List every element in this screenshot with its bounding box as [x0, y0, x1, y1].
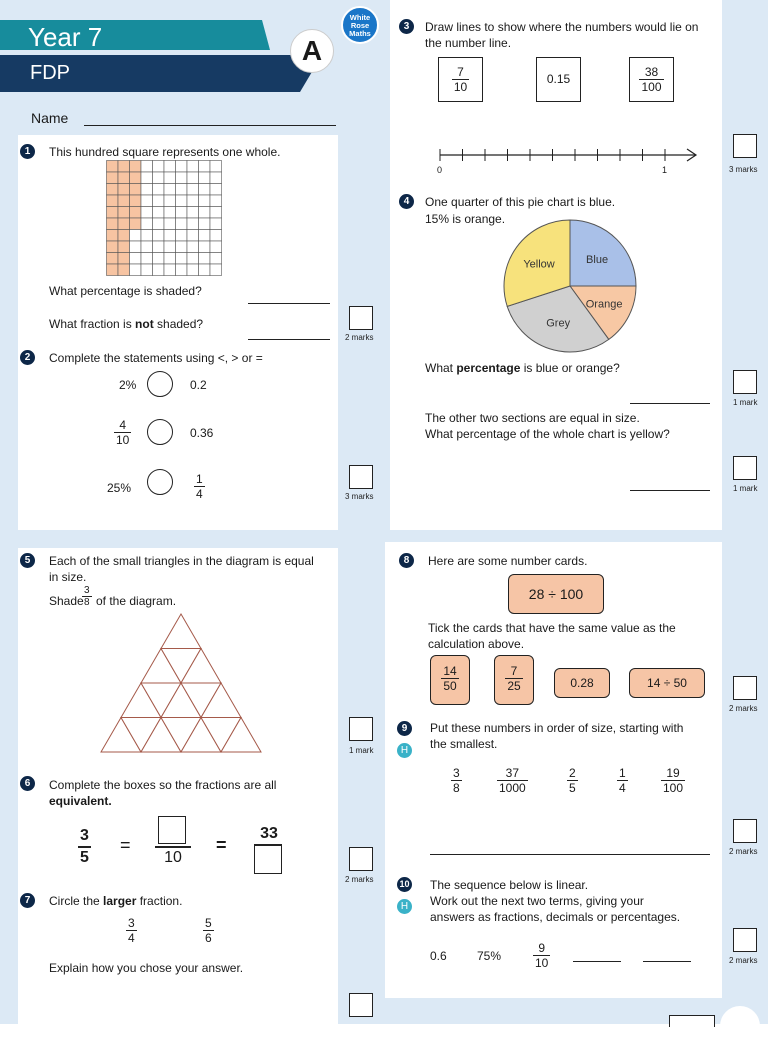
question-number-7: 7 — [20, 893, 35, 908]
number-line-start-label: 0 — [437, 165, 443, 175]
q5-frac-den: 8 — [84, 597, 90, 608]
number-line-end-label: 1 — [662, 165, 668, 175]
right-mid-gap-band — [385, 530, 725, 542]
version-badge — [290, 29, 334, 73]
q2-row2-left-fraction — [114, 418, 131, 447]
q2-row1-right: 0.2 — [190, 378, 207, 392]
q6-fraction-1 — [78, 826, 91, 868]
hundred-square-cell[interactable] — [164, 230, 176, 242]
hundred-square-cell[interactable] — [107, 253, 119, 265]
hundred-square-cell[interactable] — [187, 195, 199, 207]
pie-label-blue: Blue — [586, 253, 609, 266]
hundred-square-cell[interactable] — [141, 241, 153, 253]
q4-answer1-line[interactable] — [630, 403, 710, 404]
hundred-square-cell[interactable] — [107, 172, 119, 184]
q9-n4-num: 1 — [619, 766, 626, 780]
hundred-square-cell[interactable] — [187, 172, 199, 184]
q9-number-5 — [661, 766, 685, 795]
hundred-square-cell[interactable] — [210, 172, 222, 184]
q9-n2-num: 37 — [505, 766, 520, 780]
q5-shade-post: of the diagram. — [96, 594, 177, 608]
q5-mark-box[interactable] — [349, 717, 373, 741]
hundred-square-cell[interactable] — [176, 195, 188, 207]
hundred-square-cell[interactable] — [153, 253, 165, 265]
question-number-6: 6 — [20, 776, 35, 791]
q3-card3-den: 100 — [641, 80, 662, 94]
q8-card3-value: 0.28 — [570, 676, 594, 690]
q6-f2-numerator-box[interactable] — [158, 816, 186, 844]
hundred-square-cell[interactable] — [118, 253, 130, 265]
hundred-square-cell[interactable] — [153, 172, 165, 184]
q3-card-3[interactable] — [629, 57, 674, 102]
q9-line1: Put these numbers in order of size, starting with — [430, 721, 684, 735]
q1-sub2-bold: not — [135, 317, 154, 331]
hundred-square-cell[interactable] — [118, 172, 130, 184]
hundred-square-cell[interactable] — [199, 195, 211, 207]
hundred-square-cell[interactable] — [176, 172, 188, 184]
q8-card2-den: 25 — [507, 679, 521, 693]
hundred-square-cell[interactable] — [130, 207, 142, 219]
q8-marks-label: 2 marks — [729, 704, 758, 713]
q6-f1-num: 3 — [80, 827, 89, 844]
hundred-square-cell[interactable] — [187, 161, 199, 173]
hundred-square-cell[interactable] — [141, 218, 153, 230]
hundred-square-cell[interactable] — [199, 230, 211, 242]
q9-mark-box[interactable] — [733, 819, 757, 843]
hundred-square-cell[interactable] — [130, 241, 142, 253]
name-input-line[interactable] — [84, 125, 336, 126]
q4-mark-label-2: 1 mark — [733, 484, 758, 493]
q10-line2: Work out the next two terms, giving your — [430, 894, 644, 908]
q9-number-3 — [567, 766, 578, 795]
q7-fraction-2[interactable] — [203, 916, 214, 945]
hundred-square-cell[interactable] — [164, 241, 176, 253]
q8-main-card-value: 28 ÷ 100 — [528, 586, 584, 602]
q9-n3-num: 2 — [569, 766, 576, 780]
q2-row2-answer-circle[interactable] — [147, 419, 173, 445]
hundred-square-cell[interactable] — [210, 241, 222, 253]
hundred-square-cell[interactable] — [164, 161, 176, 173]
hundred-square-cell[interactable] — [118, 218, 130, 230]
q10-answer-line-1[interactable] — [573, 961, 621, 962]
q9-n5-num: 19 — [666, 766, 680, 780]
q6-equals-1: = — [120, 835, 131, 855]
hundred-square-cell[interactable] — [141, 161, 153, 173]
pie-chart — [500, 215, 640, 357]
q4-mark-box-2[interactable] — [733, 456, 757, 480]
q2-row1-left: 2% — [119, 378, 137, 392]
middle-gap-band — [0, 530, 390, 548]
hundred-square-cell[interactable] — [141, 172, 153, 184]
number-line[interactable] — [430, 140, 700, 170]
hundred-square-cell[interactable] — [164, 218, 176, 230]
q8-tick-line2: calculation above. — [428, 637, 525, 651]
question-number-5: 5 — [20, 553, 35, 568]
hundred-square-cell[interactable] — [176, 253, 188, 265]
q6-mark-box[interactable] — [349, 847, 373, 871]
q2-row3-right-fraction — [194, 472, 205, 501]
small-triangle-up[interactable] — [161, 614, 201, 649]
q10-term-1: 0.6 — [430, 949, 447, 963]
logo-line-2: Rose — [350, 21, 370, 30]
higher-tier-badge-q9: H — [397, 743, 412, 758]
hundred-square-cell[interactable] — [130, 230, 142, 242]
q9-n2-den: 1000 — [499, 781, 526, 795]
q9-answer-line[interactable] — [430, 854, 710, 855]
q8-card-1[interactable] — [430, 655, 470, 705]
hundred-square-cell[interactable] — [118, 195, 130, 207]
hundred-square-cell[interactable] — [118, 264, 130, 276]
q4-mark-box-1[interactable] — [733, 370, 757, 394]
logo-line-3: Maths — [349, 29, 371, 38]
hundred-square-cell[interactable] — [210, 253, 222, 265]
q9-n4-den: 4 — [619, 781, 626, 795]
q1-mark-box[interactable] — [349, 306, 373, 330]
q1-sub1: What percentage is shaded? — [49, 284, 202, 298]
q3-card1-den: 10 — [453, 80, 468, 94]
year-title: Year 7 — [28, 22, 103, 52]
q10-marks-label: 2 marks — [729, 956, 758, 965]
hundred-square-cell[interactable] — [130, 253, 142, 265]
hundred-square-cell[interactable] — [164, 207, 176, 219]
q1-text: This hundred square represents one whole. — [49, 145, 281, 159]
q10-t3-num: 9 — [538, 941, 546, 955]
hundred-square-cell[interactable] — [141, 184, 153, 196]
q4-question2-line2: What percentage of the whole chart is yellow? — [425, 427, 670, 441]
q10-line1: The sequence below is linear. — [430, 878, 589, 892]
next-page-box — [669, 1015, 715, 1027]
hundred-square-cell[interactable] — [164, 253, 176, 265]
q3-mark-box[interactable] — [733, 134, 757, 158]
q10-mark-box[interactable] — [733, 928, 757, 952]
q5-frac-num: 3 — [84, 585, 90, 596]
logo-line-1: White — [349, 13, 371, 22]
q9-number-2 — [497, 766, 528, 795]
hundred-square-cell[interactable] — [199, 264, 211, 276]
q4-answer2-line[interactable] — [630, 490, 710, 491]
q9-n1-den: 8 — [453, 781, 460, 795]
hundred-square-cell[interactable] — [141, 230, 153, 242]
q8-text: Here are some number cards. — [428, 554, 588, 568]
q9-number-1 — [451, 766, 462, 795]
q1-answer1-line[interactable] — [248, 303, 330, 304]
q6-equals-2: = — [216, 835, 227, 855]
q6-fraction-2 — [155, 816, 191, 868]
hundred-square-cell[interactable] — [153, 207, 165, 219]
q10-line3: answers as fractions, decimals or percentages. — [430, 910, 681, 924]
q8-card4-value: 14 ÷ 50 — [647, 676, 687, 690]
hundred-square-cell[interactable] — [199, 207, 211, 219]
q4-q1-bold: percentage — [456, 361, 521, 375]
hundred-square-cell[interactable] — [107, 161, 119, 173]
hundred-square-cell[interactable] — [118, 207, 130, 219]
hundred-square-cell[interactable] — [187, 241, 199, 253]
q8-main-card — [508, 574, 604, 614]
hundred-square-cell[interactable] — [199, 161, 211, 173]
q9-line2: the smallest. — [430, 737, 498, 751]
q1-sub2-pre: What fraction is — [49, 317, 136, 331]
q8-card-3[interactable] — [554, 668, 610, 698]
hundred-square-cell[interactable] — [107, 184, 119, 196]
q2-row3-right-num: 1 — [196, 472, 203, 486]
pie-label-yellow: Yellow — [523, 258, 555, 271]
hundred-square-cell[interactable] — [153, 241, 165, 253]
hundred-square-cell[interactable] — [176, 184, 188, 196]
hundred-square-cell[interactable] — [118, 184, 130, 196]
question-number-1: 1 — [20, 144, 35, 159]
q3-marks-label: 3 marks — [729, 165, 758, 174]
hundred-square-cell[interactable] — [199, 172, 211, 184]
hundred-square-cell[interactable] — [130, 172, 142, 184]
hundred-square-cell[interactable] — [199, 253, 211, 265]
hundred-square-cell[interactable] — [118, 230, 130, 242]
hundred-square-cell[interactable] — [153, 218, 165, 230]
q7-f1-num: 3 — [128, 916, 135, 930]
q2-row2-right: 0.36 — [190, 426, 214, 440]
hundred-square-cell[interactable] — [118, 161, 130, 173]
version-letter: A — [301, 35, 323, 66]
hundred-square-cell[interactable] — [153, 161, 165, 173]
q8-card2-num: 7 — [510, 664, 518, 678]
q4-q1-pre: What — [425, 361, 457, 375]
hundred-square-cell[interactable] — [176, 207, 188, 219]
q9-n1-num: 3 — [453, 766, 460, 780]
hundred-square-cell[interactable] — [199, 218, 211, 230]
hundred-square-cell[interactable] — [176, 241, 188, 253]
hundred-square-cell[interactable] — [210, 230, 222, 242]
hundred-square-cell[interactable] — [141, 264, 153, 276]
hundred-square-cell[interactable] — [199, 241, 211, 253]
q7-text — [49, 893, 182, 909]
hundred-square-cell[interactable] — [141, 207, 153, 219]
hundred-square-cell[interactable] — [153, 264, 165, 276]
hundred-square-cell[interactable] — [130, 161, 142, 173]
q7-text-post: fraction. — [136, 894, 183, 908]
q8-tick-line1: Tick the cards that have the same value as the — [428, 621, 676, 635]
q2-row2-left-den: 10 — [116, 433, 130, 447]
hundred-square-cell[interactable] — [187, 218, 199, 230]
q5-marks-label: 1 mark — [349, 746, 374, 755]
hundred-square-cell[interactable] — [164, 264, 176, 276]
hundred-square-cell[interactable] — [107, 207, 119, 219]
q5-fraction — [82, 585, 92, 608]
hundred-square-cell[interactable] — [107, 241, 119, 253]
q10-term-3 — [533, 941, 550, 970]
q6-marks-label: 2 marks — [345, 875, 374, 884]
q8-card-4[interactable] — [629, 668, 705, 698]
hundred-square-cell[interactable] — [210, 207, 222, 219]
q3-text: Draw lines to show where the numbers would lie on the number line. — [425, 20, 699, 50]
q3-card-2[interactable] — [536, 57, 581, 102]
q8-card1-den: 50 — [443, 679, 457, 693]
hundred-square-cell[interactable] — [176, 218, 188, 230]
q7-fraction-1[interactable] — [126, 916, 137, 945]
q3-card2-value: 0.15 — [546, 72, 571, 86]
q1-marks-label: 2 marks — [345, 333, 374, 342]
q7-f2-den: 6 — [205, 931, 212, 945]
next-version-badge — [720, 1006, 760, 1046]
hundred-square-cell[interactable] — [199, 184, 211, 196]
left-margin-band — [0, 0, 18, 1024]
q2-row2-left-num: 4 — [119, 418, 127, 432]
question-number-2: 2 — [20, 350, 35, 365]
q1-sub2 — [49, 316, 203, 332]
q10-t3-den: 10 — [535, 956, 549, 970]
q6-f3-num: 33 — [260, 825, 278, 842]
q2-text: Complete the statements using <, > or = — [49, 351, 263, 365]
q4-text1: One quarter of this pie chart is blue. — [425, 195, 616, 209]
q1-answer2-line[interactable] — [248, 339, 330, 340]
hundred-square-cell[interactable] — [176, 264, 188, 276]
hundred-square-cell[interactable] — [130, 184, 142, 196]
q7-f2-num: 5 — [205, 916, 212, 930]
hundred-square-cell[interactable] — [130, 264, 142, 276]
q9-n3-den: 5 — [569, 781, 576, 795]
hundred-square-cell[interactable] — [118, 241, 130, 253]
q10-answer-line-2[interactable] — [643, 961, 691, 962]
q6-text1: Complete the boxes so the fractions are all — [49, 778, 277, 792]
q4-mark-label-1: 1 mark — [733, 398, 758, 407]
q6-fraction-3 — [251, 824, 287, 874]
hundred-square-cell[interactable] — [210, 161, 222, 173]
q1-sub2-post: shaded? — [153, 317, 204, 331]
hundred-square-cell[interactable] — [187, 207, 199, 219]
hundred-square-cell[interactable] — [164, 172, 176, 184]
hundred-square-cell[interactable] — [141, 253, 153, 265]
hundred-square-cell[interactable] — [141, 195, 153, 207]
hundred-square-cell[interactable] — [130, 195, 142, 207]
question-number-8: 8 — [399, 553, 414, 568]
q4-q1-post: is blue or orange? — [520, 361, 620, 375]
q2-row1-answer-circle[interactable] — [147, 371, 173, 397]
pie-label-grey: Grey — [546, 317, 571, 330]
q2-row3-answer-circle[interactable] — [147, 469, 173, 495]
q10-term-2: 75% — [477, 949, 502, 963]
hundred-square-cell[interactable] — [210, 195, 222, 207]
name-label: Name — [31, 110, 69, 126]
q6-f2-den: 10 — [155, 846, 191, 868]
q2-row3-left: 25% — [107, 481, 132, 495]
q5-line1: Each of the small triangles in the diagram is equal — [49, 554, 314, 568]
q4-question2-line1: The other two sections are equal in size. — [425, 411, 640, 425]
hundred-square-grid[interactable] — [106, 160, 222, 277]
topic-title: FDP — [30, 62, 70, 84]
higher-tier-badge-q10: H — [397, 899, 412, 914]
q4-question1 — [425, 360, 620, 376]
hundred-square-cell[interactable] — [210, 184, 222, 196]
hundred-square-cell[interactable] — [210, 264, 222, 276]
q5-shade-pre: Shade — [49, 594, 84, 608]
question-number-9: 9 — [397, 721, 412, 736]
hundred-square-cell[interactable] — [187, 230, 199, 242]
pie-label-orange: Orange — [585, 298, 623, 311]
hundred-square-cell[interactable] — [187, 264, 199, 276]
hundred-square-cell[interactable] — [187, 184, 199, 196]
q6-f1-den: 5 — [78, 846, 91, 868]
question-number-4: 4 — [399, 194, 414, 209]
hundred-square-cell[interactable] — [164, 184, 176, 196]
hundred-square-cell[interactable] — [153, 195, 165, 207]
q4-text2: 15% is orange. — [425, 212, 506, 226]
q7-text-pre: Circle the — [49, 894, 104, 908]
white-rose-logo — [341, 6, 379, 44]
q9-n5-den: 100 — [663, 781, 684, 795]
q8-mark-box[interactable] — [733, 676, 757, 700]
q7-explain: Explain how you chose your answer. — [49, 961, 244, 975]
hundred-square-cell[interactable] — [187, 253, 199, 265]
q9-marks-label: 2 marks — [729, 847, 758, 856]
q2-marks-label: 3 marks — [345, 492, 374, 501]
q2-row3-right-den: 4 — [196, 487, 203, 501]
q7-f1-den: 4 — [128, 931, 135, 945]
hundred-square-cell[interactable] — [164, 195, 176, 207]
hundred-square-cell[interactable] — [176, 161, 188, 173]
hundred-square-cell[interactable] — [210, 218, 222, 230]
q3-card1-num: 7 — [457, 65, 464, 79]
hundred-square-cell[interactable] — [107, 218, 119, 230]
q5-line2: in size. — [49, 570, 87, 584]
q2-mark-box[interactable] — [349, 465, 373, 489]
hundred-square-cell[interactable] — [107, 230, 119, 242]
q9-number-4 — [617, 766, 628, 795]
q6-f3-denominator-box[interactable] — [254, 844, 282, 874]
q3-card3-num: 38 — [644, 65, 659, 79]
q8-card-2[interactable] — [494, 655, 534, 705]
question-number-3: 3 — [399, 19, 414, 34]
q7-text-bold: larger — [103, 894, 137, 908]
hundred-square-cell[interactable] — [130, 218, 142, 230]
q8-card1-num: 14 — [443, 664, 457, 678]
hundred-square-cell[interactable] — [176, 230, 188, 242]
hundred-square-cell[interactable] — [153, 230, 165, 242]
hundred-square-cell[interactable] — [107, 195, 119, 207]
question-number-10: 10 — [397, 877, 412, 892]
q3-card-1[interactable] — [438, 57, 483, 102]
hundred-square-cell[interactable] — [153, 184, 165, 196]
hundred-square-cell[interactable] — [107, 264, 119, 276]
q6-text2: equivalent. — [49, 794, 112, 808]
triangle-diagram[interactable] — [98, 612, 264, 754]
q7-mark-box[interactable] — [349, 993, 373, 1017]
